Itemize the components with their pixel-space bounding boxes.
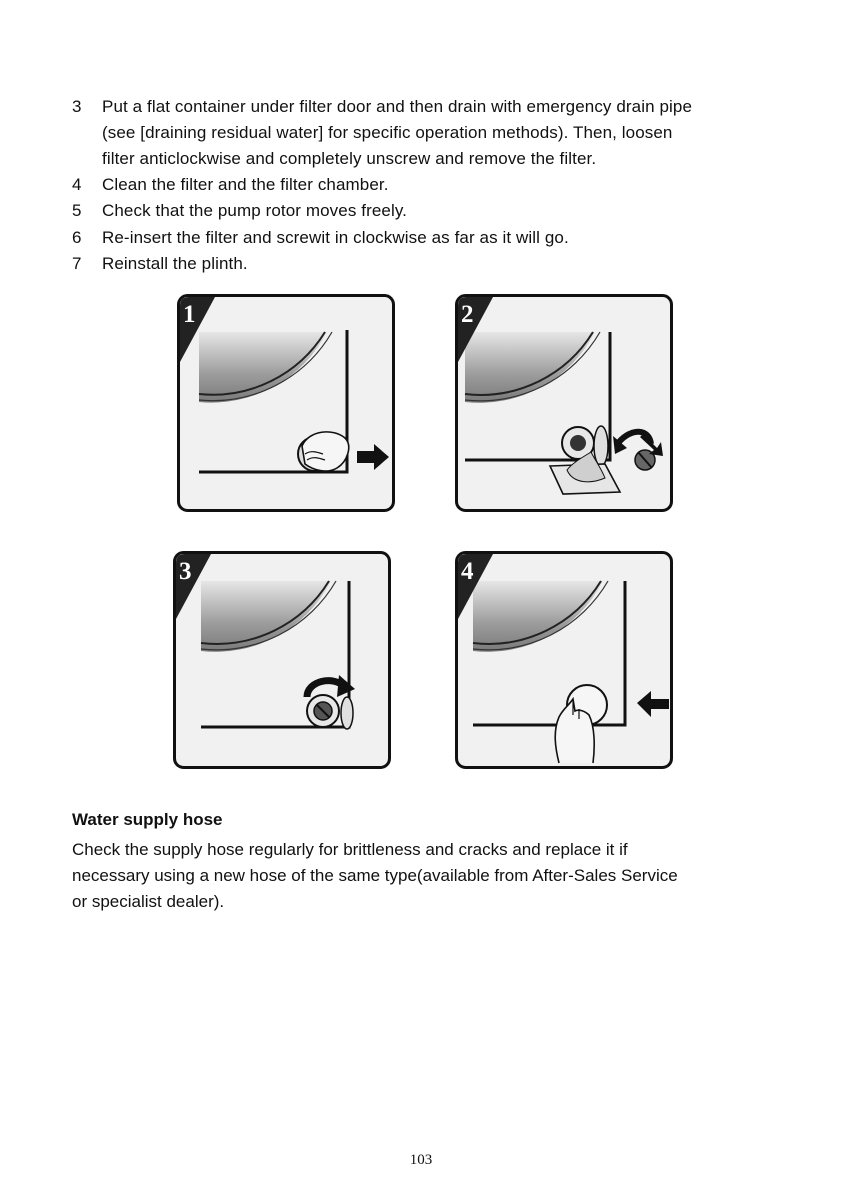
figure-2 [455,294,673,512]
step-text-line: filter anticlockwise and completely unscrew and remove the filter. [102,149,597,168]
step-6 [72,225,772,251]
figure-label: 3 [179,558,192,585]
step-number: 6 [72,228,82,247]
figure-label: 4 [461,558,474,585]
step-4 [72,172,772,198]
step-text-line: (see [draining residual water] for specific operation methods). Then, loosen [102,123,673,142]
step-text-line: Reinstall the plinth. [102,254,248,273]
paragraph-line: Check the supply hose regularly for brittleness and cracks and replace it if [72,840,628,859]
figure-label: 1 [183,301,196,328]
step-text-line: Put a flat container under filter door and then drain with emergency drain pipe [102,97,693,116]
step-number: 5 [72,201,82,220]
step-number: 7 [72,254,82,273]
page-number: 103 [409,1152,433,1168]
step-number: 3 [72,97,82,116]
figure-3 [173,551,391,769]
figure-1 [177,294,395,512]
step-7 [72,251,772,277]
paragraph-line: or specialist dealer). [72,892,225,911]
step-5 [72,198,772,224]
step-number: 4 [72,175,82,194]
step-text-line: Re-insert the filter and screwit in clockwise as far as it will go. [102,228,569,247]
step-text-line: Check that the pump rotor moves freely. [102,201,407,220]
step-text-line: Clean the filter and the filter chamber. [102,175,389,194]
figure-label: 2 [461,301,474,328]
section-heading: Water supply hose [72,810,223,829]
paragraph-line: necessary using a new hose of the same type(available from After-Sales Service [72,866,678,885]
figure-4 [455,551,673,769]
step-3 [72,94,772,172]
